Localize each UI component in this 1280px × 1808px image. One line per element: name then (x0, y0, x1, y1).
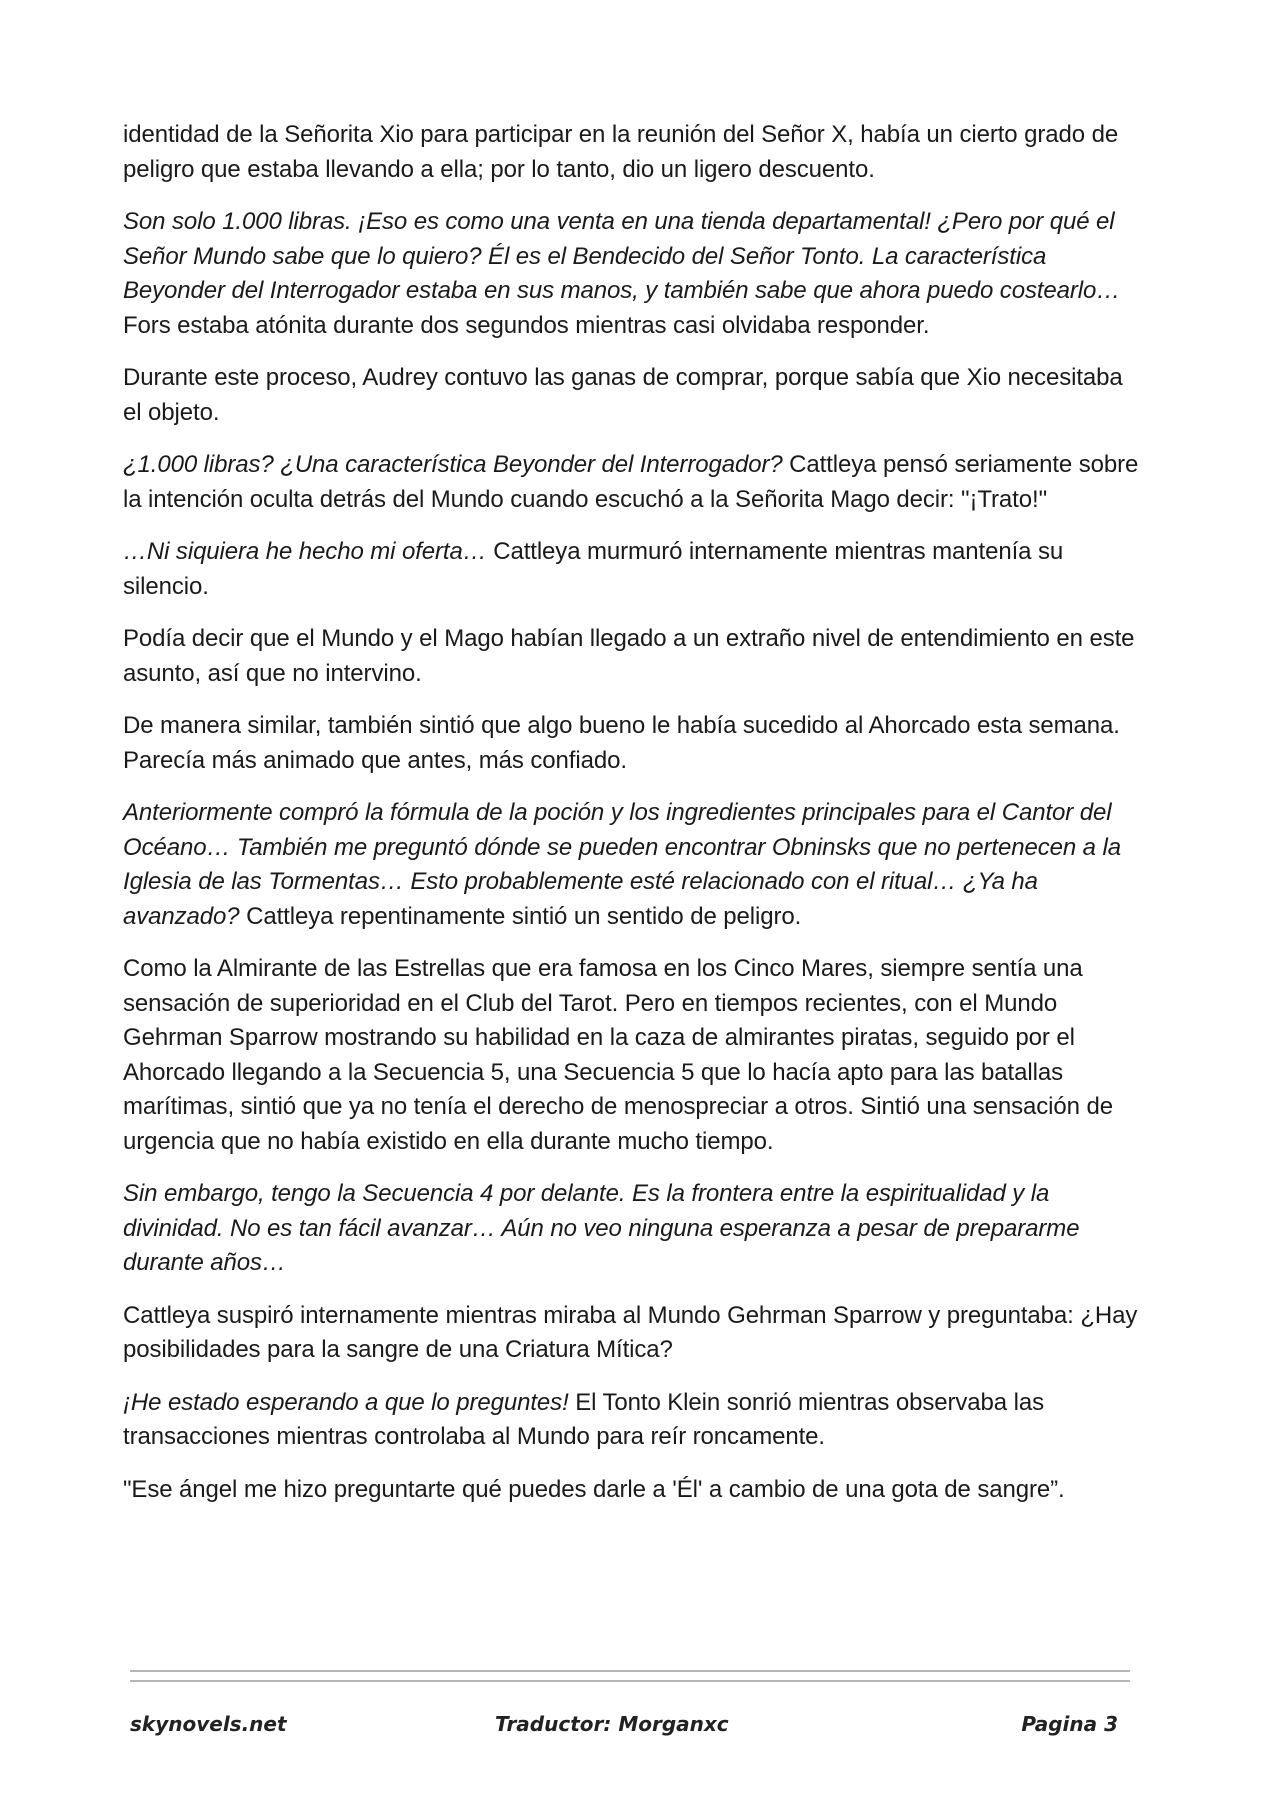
paragraph (123, 1177, 1143, 1281)
text-segment: Como la Almirante de las Estrellas que era famosa en los Cinco Mares, siempre sentía una sensación de superioridad en el Club del Tarot. Pero en tiempos recientes, con el Mundo Gehrman Sparrow mostrando su habilidad en la caza de almirantes piratas, seguido por el Ahorcado llegando a la Secuencia 5, una Secuencia 5 que lo hacía apto para las batallas marítimas, sintió que ya no tenía el derecho de menospreciar a otros. Sintió una sensación de urgencia que no había existido en ella durante mucho tiempo. (123, 955, 1113, 1155)
italic-thought: Son solo 1.000 libras. ¡Eso es como una venta en una tienda departamental! ¿Pero por qué el Señor Mundo sabe que lo quiero? Él es el Bendecido del Señor Tonto. La característica Beyonder del Interrogador estaba en sus manos, y también sabe que ahora puedo costearlo… (123, 208, 1121, 304)
text-segment: identidad de la Señorita Xio para participar en la reunión del Señor X, había un cierto grado de peligro que estaba llevando a ella; por lo tanto, dio un ligero descuento. (123, 121, 1119, 183)
paragraph (123, 796, 1143, 934)
paragraph (123, 952, 1143, 1159)
footer-translator: Traductor: Morganxc (495, 1712, 729, 1736)
paragraph (123, 1299, 1143, 1368)
text-segment: Cattleya repentinamente sintió un sentido de peligro. (239, 902, 802, 930)
italic-thought: ¡He estado esperando a que lo preguntes! (123, 1388, 569, 1416)
paragraph (123, 448, 1143, 517)
footer-site-name: skynovels.net (130, 1712, 287, 1736)
page-footer (0, 1712, 1280, 1752)
footer-divider-bottom (130, 1680, 1130, 1682)
text-segment: "Ese ángel me hizo preguntarte qué puedes darle a 'Él' a cambio de una gota de sangre”. (123, 1475, 1065, 1503)
text-segment: El Tonto Klein sonrió mientras observaba las transacciones mientras controlaba al Mundo para reír roncamente. (123, 1388, 1044, 1450)
footer-page-number: Pagina 3 (1021, 1712, 1118, 1736)
paragraph (123, 535, 1143, 604)
document-body (123, 118, 1143, 1525)
text-segment: Cattleya pensó seriamente sobre la intención oculta detrás del Mundo cuando escuchó a la Señorita Mago decir: "¡Trato!" (123, 451, 1139, 513)
text-segment: Cattleya suspiró internamente mientras miraba al Mundo Gehrman Sparrow y preguntaba: ¿Hay posibilidades para la sangre de una Criatura Mítica? (123, 1301, 1138, 1363)
italic-thought: Anteriormente compró la fórmula de la poción y los ingredientes principales para el Cantor del Océano… También me preguntó dónde se pueden encontrar Obninsks que no pertenecen a la Iglesia de las Tormentas… Esto probablemente esté relacionado con el ritual… ¿Ya ha avanzado? (123, 799, 1121, 930)
italic-thought: Sin embargo, tengo la Secuencia 4 por delante. Es la frontera entre la espiritualidad y la divinidad. No es tan fácil avanzar… Aún no veo ninguna esperanza a pesar de prepararme durante años… (123, 1180, 1080, 1276)
paragraph (123, 205, 1143, 343)
paragraph (123, 709, 1143, 778)
text-segment: Durante este proceso, Audrey contuvo las ganas de comprar, porque sabía que Xio necesitaba el objeto. (123, 364, 1123, 426)
footer-divider-top (130, 1670, 1130, 1672)
italic-thought: …Ni siquiera he hecho mi oferta… (123, 538, 487, 565)
paragraph (123, 1386, 1143, 1455)
paragraph (123, 361, 1143, 430)
paragraph (123, 1473, 1143, 1508)
paragraph (123, 118, 1143, 187)
italic-thought: ¿1.000 libras? ¿Una característica Beyonder del Interrogador? (123, 451, 783, 478)
text-segment: Fors estaba atónita durante dos segundos mientras casi olvidaba responder. (123, 311, 930, 339)
text-segment: Cattleya murmuró internamente mientras mantenía su silencio. (123, 538, 1064, 600)
paragraph (123, 622, 1143, 691)
text-segment: Podía decir que el Mundo y el Mago habían llegado a un extraño nivel de entendimiento en este asunto, así que no intervino. (123, 625, 1135, 687)
text-segment: De manera similar, también sintió que algo bueno le había sucedido al Ahorcado esta semana. Parecía más animado que antes, más confiado. (123, 712, 1120, 774)
